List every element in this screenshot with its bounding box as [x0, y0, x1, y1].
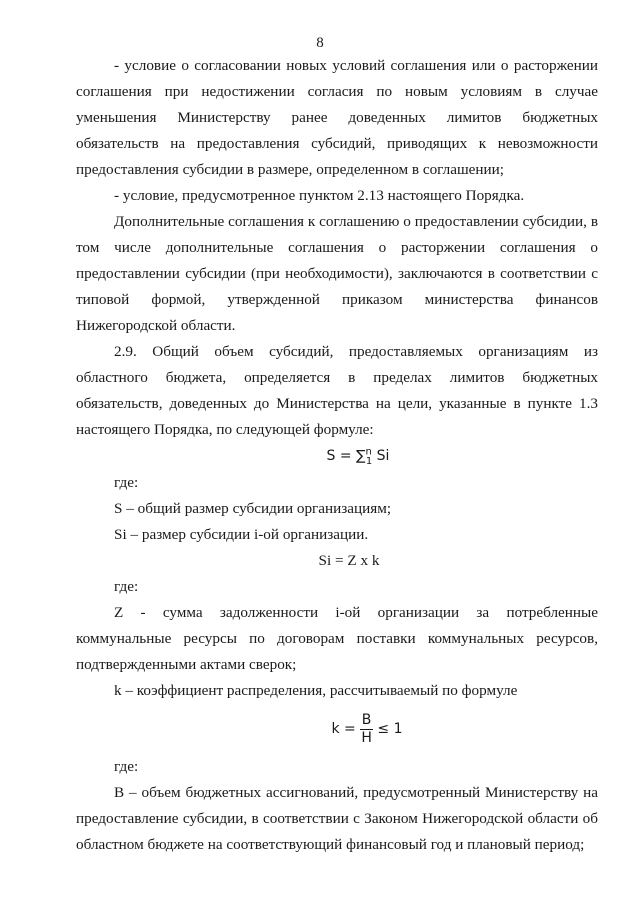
formula1-lhs: S =	[326, 448, 357, 464]
where-label-1: где:	[114, 474, 139, 491]
where-label-3: где:	[114, 758, 139, 775]
sum-upper-limit: n	[365, 446, 372, 458]
fraction	[360, 712, 374, 747]
formula1-rhs: Si	[372, 448, 390, 464]
where-label-2: где:	[114, 578, 139, 595]
definition-z: Z - сумма задолженности i-ой организации за потребленные коммунальные ресурсы по договорам поставки коммунальных ресурсов, подтвержденными актами сверок;	[76, 604, 598, 673]
paragraph-additional-agreements: Дополнительные соглашения к соглашению о предоставлении субсидии, в том числе дополнительные соглашения о расторжении соглашения о предоставлении субсидии (при необходимости), заключаются в соответствии с типовой формой, утвержденной приказом министерства финансов Нижегородской области.	[76, 213, 598, 334]
sum-lower-limit: 1	[365, 455, 373, 467]
formula-si: Si = Z x k	[318, 552, 380, 569]
fraction-denominator: Н	[361, 729, 372, 746]
formula-total-subsidy	[76, 443, 598, 470]
paragraph-2-9: 2.9. Общий объем субсидий, предоставляемых организациям из областного бюджета, определяется в пределах лимитов бюджетных обязательств, доведенных до Министерства на цели, указанные в пункте 1.3 настоящего Порядка, по следующей формуле:	[76, 343, 598, 438]
formula3-rhs: ≤ 1	[377, 721, 403, 737]
definition-s: S – общий размер субсидии организациям;	[114, 500, 392, 517]
formula3-lhs: k =	[331, 721, 356, 737]
page-number: 8	[316, 35, 324, 51]
sum-symbol: ∑	[356, 448, 366, 464]
paragraph-condition-2-13: - условие, предусмотренное пунктом 2.13 настоящего Порядка.	[114, 187, 525, 204]
fraction-numerator: В	[361, 711, 372, 728]
definition-b: В – объем бюджетных ассигнований, предусмотренный Министерству на предоставление субсидии, в соответствии с Законом Нижегородской области об областном бюджете на соответствующий финансовый год и плановый период;	[76, 784, 598, 853]
document-body	[76, 53, 598, 858]
paragraph-agreement-condition: - условие о согласовании новых условий соглашения или о расторжении соглашения при недостижении согласия по новым условиям в случае уменьшения Министерству ранее доведенных лимитов бюджетных обязательств на предоставления субсидий, приводящих к невозможности предоставления субсидии в размере, определенном в соглашении;	[76, 57, 598, 178]
definition-si: Si – размер субсидии i-ой организации.	[114, 526, 369, 543]
definition-k: k – коэффициент распределения, рассчитываемый по формуле	[114, 682, 518, 699]
formula-k	[76, 704, 598, 754]
